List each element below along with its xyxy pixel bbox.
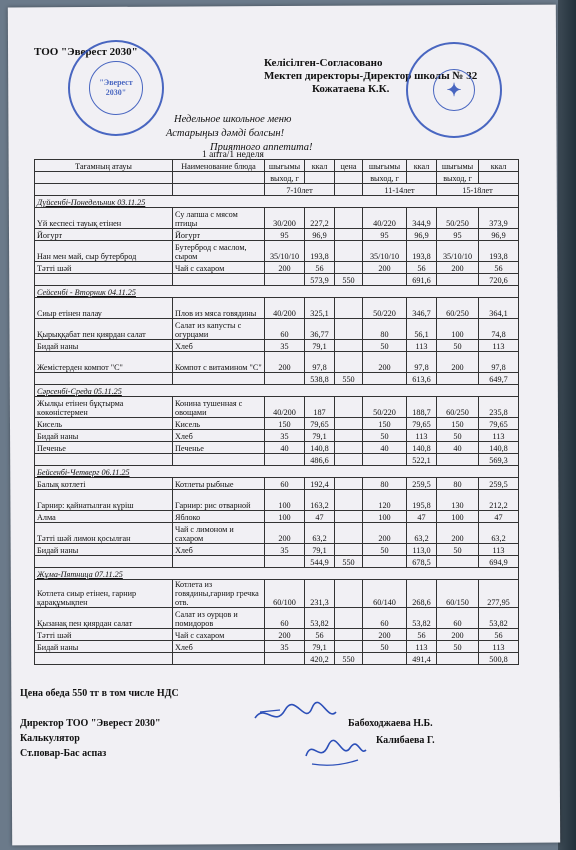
- total-kcal-3: 569,3: [479, 454, 519, 466]
- yield-2: 50: [363, 641, 407, 653]
- menu-table: [34, 159, 519, 665]
- yield-2: 200: [363, 352, 407, 373]
- yield-1: 35: [265, 641, 305, 653]
- dish-name-kz: Жылқы етінен бұқтырма көкөністермен: [35, 397, 173, 418]
- kcal-1: 79,1: [305, 430, 335, 442]
- yield-2: 100: [363, 511, 407, 523]
- day-label: Сәрсенбі-Среда 05.11.25: [35, 385, 519, 397]
- dish-name-kz: Бидай наны: [35, 641, 173, 653]
- kcal-2: 113: [407, 340, 437, 352]
- total-price: 550: [335, 274, 363, 286]
- col-yield-3: шығымы: [437, 160, 479, 172]
- dish-name-ru: Яблоко: [173, 511, 265, 523]
- total-kcal-3: 694,9: [479, 556, 519, 568]
- col-yield-1: шығымы: [265, 160, 305, 172]
- kcal-2: 113: [407, 641, 437, 653]
- dish-name-kz: Тәтті шәй: [35, 629, 173, 641]
- age-group-1: 7-10лет: [265, 184, 335, 196]
- dish-name-kz: Йогурт: [35, 229, 173, 241]
- col-kcal-1: ккал: [305, 160, 335, 172]
- price: [335, 229, 363, 241]
- kcal-1: 96,9: [305, 229, 335, 241]
- yield-1: 40/200: [265, 298, 305, 319]
- menu-item-row: [35, 523, 519, 544]
- price: [335, 523, 363, 544]
- kcal-1: 47: [305, 511, 335, 523]
- company-stamp: [68, 40, 164, 136]
- kcal-3: 235,8: [479, 397, 519, 418]
- kcal-2: 53,82: [407, 608, 437, 629]
- menu-subtitle: [166, 113, 313, 155]
- day-total-row: [35, 556, 519, 568]
- total-price: [335, 454, 363, 466]
- yield-1: 200: [265, 352, 305, 373]
- yield-2: 60: [363, 608, 407, 629]
- yield-3: 200: [437, 352, 479, 373]
- sub-yield-1: выход, г: [265, 172, 305, 184]
- day-header-row: [35, 286, 519, 298]
- menu-item-row: [35, 298, 519, 319]
- dish-name-ru: Котлеты рыбные: [173, 478, 265, 490]
- approval-title: Келісілген-Согласовано: [264, 57, 383, 69]
- total-kcal-2: 491,4: [407, 653, 437, 665]
- price: [335, 629, 363, 641]
- yield-1: 95: [265, 229, 305, 241]
- price: [335, 430, 363, 442]
- yield-2: 60/140: [363, 580, 407, 608]
- yield-2: 40: [363, 442, 407, 454]
- yield-2: 200: [363, 262, 407, 274]
- kcal-1: 192,4: [305, 478, 335, 490]
- price: [335, 340, 363, 352]
- total-price: 550: [335, 556, 363, 568]
- kcal-2: 193,8: [407, 241, 437, 262]
- dish-name-kz: Тәтті шәй: [35, 262, 173, 274]
- col-kcal-3: ккал: [479, 160, 519, 172]
- kcal-3: 96,9: [479, 229, 519, 241]
- kcal-2: 56,1: [407, 319, 437, 340]
- dish-name-ru: Су лапша с мясом птицы: [173, 208, 265, 229]
- col-price: цена: [335, 160, 363, 172]
- kcal-3: 74,8: [479, 319, 519, 340]
- yield-1: 150: [265, 418, 305, 430]
- dish-name-kz: Балық котлеті: [35, 478, 173, 490]
- age-group-3: 15-18лет: [437, 184, 519, 196]
- dish-name-ru: Кисель: [173, 418, 265, 430]
- yield-2: 150: [363, 418, 407, 430]
- total-price: 550: [335, 373, 363, 385]
- yield-1: 40: [265, 442, 305, 454]
- dish-name-kz: Бидай наны: [35, 430, 173, 442]
- kcal-1: 79,1: [305, 641, 335, 653]
- menu-item-row: [35, 418, 519, 430]
- yield-1: 200: [265, 262, 305, 274]
- col-yield-2: шығымы: [363, 160, 407, 172]
- price: [335, 418, 363, 430]
- emblem-icon: ✦: [433, 69, 475, 111]
- yield-1: 100: [265, 511, 305, 523]
- day-header-row: [35, 196, 519, 208]
- yield-1: 35: [265, 430, 305, 442]
- kcal-1: 193,8: [305, 241, 335, 262]
- dish-name-ru: Салат из капусты с огурцами: [173, 319, 265, 340]
- org-name: ТОО "Эверест 2030": [34, 46, 138, 58]
- yield-1: 35/10/10: [265, 241, 305, 262]
- menu-item-row: [35, 442, 519, 454]
- company-stamp-center: "Эверест 2030": [89, 61, 143, 115]
- yield-3: 100: [437, 511, 479, 523]
- cook-line: Ст.повар-Бас аспаз: [20, 748, 107, 759]
- kcal-2: 96,9: [407, 229, 437, 241]
- price: [335, 580, 363, 608]
- col-kcal-2: ккал: [407, 160, 437, 172]
- yield-3: 95: [437, 229, 479, 241]
- price: [335, 608, 363, 629]
- yield-3: 200: [437, 523, 479, 544]
- kcal-3: 56: [479, 262, 519, 274]
- total-kcal-2: 522,1: [407, 454, 437, 466]
- price-note: Цена обеда 550 тг в том числе НДС: [20, 688, 179, 699]
- menu-item-row: [35, 430, 519, 442]
- kcal-3: 53,82: [479, 608, 519, 629]
- director-line: Директор ТОО "Эверест 2030": [20, 718, 161, 729]
- total-kcal-2: 691,6: [407, 274, 437, 286]
- kcal-3: 373,9: [479, 208, 519, 229]
- menu-item-row: [35, 629, 519, 641]
- day-label: Сейсенбі - Вторник 04.11.25: [35, 286, 519, 298]
- dish-name-kz: Нан мен май, сыр бутерброд: [35, 241, 173, 262]
- dish-name-kz: Бидай наны: [35, 544, 173, 556]
- kcal-3: 259,5: [479, 478, 519, 490]
- table-age-row: [35, 184, 519, 196]
- day-header-row: [35, 385, 519, 397]
- dish-name-kz: Қызанақ пен қиярдан салат: [35, 608, 173, 629]
- school-stamp: [406, 42, 502, 138]
- yield-3: 60/250: [437, 298, 479, 319]
- total-kcal-1: 486,6: [305, 454, 335, 466]
- week-label: 1 апта/1 неделя: [202, 150, 264, 160]
- price: [335, 511, 363, 523]
- yield-3: 50: [437, 430, 479, 442]
- kcal-1: 79,1: [305, 544, 335, 556]
- kcal-3: 212,2: [479, 490, 519, 511]
- kcal-2: 63,2: [407, 523, 437, 544]
- col-kz-name: Тағамның атауы: [35, 160, 173, 172]
- kcal-1: 53,82: [305, 608, 335, 629]
- price: [335, 478, 363, 490]
- dish-name-ru: Компот с витамином "С": [173, 352, 265, 373]
- total-kcal-1: 538,8: [305, 373, 335, 385]
- kcal-3: 113: [479, 641, 519, 653]
- price: [335, 544, 363, 556]
- price: [335, 397, 363, 418]
- total-kcal-2: 678,5: [407, 556, 437, 568]
- menu-item-row: [35, 580, 519, 608]
- dish-name-ru: Хлеб: [173, 641, 265, 653]
- approval-director: Мектеп директоры-Директор школы № 32: [264, 70, 478, 82]
- dish-name-ru: Гарнир: рис отварной: [173, 490, 265, 511]
- kcal-1: 325,1: [305, 298, 335, 319]
- subtitle-line-2: Астарыңыз дәмді болсын!: [166, 128, 285, 139]
- yield-3: 200: [437, 629, 479, 641]
- calculator-line: Калькулятор: [20, 733, 80, 744]
- kcal-2: 113: [407, 430, 437, 442]
- kcal-2: 268,6: [407, 580, 437, 608]
- menu-item-row: [35, 608, 519, 629]
- kcal-2: 344,9: [407, 208, 437, 229]
- kcal-1: 79,65: [305, 418, 335, 430]
- day-total-row: [35, 274, 519, 286]
- kcal-2: 346,7: [407, 298, 437, 319]
- dish-name-ru: Чай с лимоном и сахаром: [173, 523, 265, 544]
- approval-name: Кожатаева К.К.: [312, 83, 390, 95]
- kcal-1: 231,3: [305, 580, 335, 608]
- menu-item-row: [35, 641, 519, 653]
- yield-3: 50: [437, 544, 479, 556]
- kcal-3: 113: [479, 544, 519, 556]
- kcal-2: 56: [407, 262, 437, 274]
- yield-2: 200: [363, 629, 407, 641]
- yield-1: 35: [265, 340, 305, 352]
- dish-name-kz: Қырыққабат пен қиярдан салат: [35, 319, 173, 340]
- yield-2: 80: [363, 319, 407, 340]
- sub-yield-2: выход, г: [363, 172, 407, 184]
- yield-3: 50/250: [437, 208, 479, 229]
- dish-name-ru: Бутерброд с маслом, сыром: [173, 241, 265, 262]
- total-kcal-3: 500,8: [479, 653, 519, 665]
- dish-name-ru: Конина тушенная с овощами: [173, 397, 265, 418]
- menu-item-row: [35, 229, 519, 241]
- signer-1-name: Бабоходжаева Н.Б.: [348, 718, 433, 729]
- kcal-2: 140,8: [407, 442, 437, 454]
- kcal-3: 63,2: [479, 523, 519, 544]
- yield-1: 200: [265, 523, 305, 544]
- dish-name-ru: Печенье: [173, 442, 265, 454]
- kcal-3: 56: [479, 629, 519, 641]
- total-kcal-1: 573,9: [305, 274, 335, 286]
- price: [335, 352, 363, 373]
- yield-3: 200: [437, 262, 479, 274]
- menu-item-row: [35, 319, 519, 340]
- menu-item-row: [35, 208, 519, 229]
- dish-name-ru: Йогурт: [173, 229, 265, 241]
- total-kcal-2: 613,6: [407, 373, 437, 385]
- price: [335, 442, 363, 454]
- dish-name-ru: Чай с сахаром: [173, 262, 265, 274]
- yield-2: 120: [363, 490, 407, 511]
- day-total-row: [35, 454, 519, 466]
- yield-2: 50: [363, 430, 407, 442]
- yield-3: 35/10/10: [437, 241, 479, 262]
- yield-3: 40: [437, 442, 479, 454]
- menu-item-row: [35, 241, 519, 262]
- day-label: Дүйсенбі-Понедельник 03.11.25: [35, 196, 519, 208]
- menu-item-row: [35, 490, 519, 511]
- yield-3: 60/250: [437, 397, 479, 418]
- yield-2: 50/220: [363, 298, 407, 319]
- yield-3: 100: [437, 319, 479, 340]
- yield-3: 50: [437, 340, 479, 352]
- yield-1: 60: [265, 319, 305, 340]
- yield-3: 50: [437, 641, 479, 653]
- kcal-1: 187: [305, 397, 335, 418]
- col-ru-name: Наименование блюда: [173, 160, 265, 172]
- day-total-row: [35, 373, 519, 385]
- kcal-2: 113,0: [407, 544, 437, 556]
- dish-name-ru: Хлеб: [173, 430, 265, 442]
- yield-3: 60/150: [437, 580, 479, 608]
- kcal-1: 227,2: [305, 208, 335, 229]
- yield-2: 35/10/10: [363, 241, 407, 262]
- dish-name-kz: Котлета сиыр етінен, гарнир қарақұмықпен: [35, 580, 173, 608]
- yield-1: 60/100: [265, 580, 305, 608]
- kcal-1: 140,8: [305, 442, 335, 454]
- kcal-3: 113: [479, 340, 519, 352]
- kcal-3: 97,8: [479, 352, 519, 373]
- kcal-1: 36,77: [305, 319, 335, 340]
- kcal-2: 47: [407, 511, 437, 523]
- menu-item-row: [35, 340, 519, 352]
- kcal-1: 163,2: [305, 490, 335, 511]
- price: [335, 208, 363, 229]
- total-kcal-3: 649,7: [479, 373, 519, 385]
- subtitle-line-3: Приятного аппетита!: [210, 142, 313, 153]
- dish-name-kz: Бидай наны: [35, 340, 173, 352]
- kcal-2: 259,5: [407, 478, 437, 490]
- price: [335, 319, 363, 340]
- price: [335, 262, 363, 274]
- kcal-2: 56: [407, 629, 437, 641]
- yield-2: 80: [363, 478, 407, 490]
- day-header-row: [35, 568, 519, 580]
- dish-name-kz: Тәтті шәй лимон қосылған: [35, 523, 173, 544]
- dish-name-kz: Кисель: [35, 418, 173, 430]
- kcal-3: 47: [479, 511, 519, 523]
- dish-name-kz: Сиыр етінен палау: [35, 298, 173, 319]
- kcal-1: 56: [305, 629, 335, 641]
- dish-name-kz: Үй кеспесі тауық етінен: [35, 208, 173, 229]
- age-group-2: 11-14лет: [363, 184, 437, 196]
- menu-item-row: [35, 478, 519, 490]
- day-total-row: [35, 653, 519, 665]
- kcal-3: 113: [479, 430, 519, 442]
- price: [335, 490, 363, 511]
- day-header-row: [35, 466, 519, 478]
- dish-name-kz: Жемістерден компот "С": [35, 352, 173, 373]
- yield-3: 80: [437, 478, 479, 490]
- yield-3: 150: [437, 418, 479, 430]
- yield-3: 60: [437, 608, 479, 629]
- yield-2: 50: [363, 340, 407, 352]
- dish-name-kz: Алма: [35, 511, 173, 523]
- kcal-2: 188,7: [407, 397, 437, 418]
- kcal-2: 97,8: [407, 352, 437, 373]
- yield-1: 60: [265, 608, 305, 629]
- day-label: Жұма-Пятница 07.11.25: [35, 568, 519, 580]
- kcal-3: 364,1: [479, 298, 519, 319]
- kcal-2: 195,8: [407, 490, 437, 511]
- menu-item-row: [35, 544, 519, 556]
- dish-name-ru: Котлета из говядины,гарнир гречка отв.: [173, 580, 265, 608]
- kcal-1: 79,1: [305, 340, 335, 352]
- dish-name-kz: Печенье: [35, 442, 173, 454]
- dish-name-ru: Салат из оурцов и помидоров: [173, 608, 265, 629]
- yield-2: 50/220: [363, 397, 407, 418]
- price: [335, 641, 363, 653]
- total-kcal-1: 420,2: [305, 653, 335, 665]
- yield-1: 100: [265, 490, 305, 511]
- menu-item-row: [35, 397, 519, 418]
- yield-2: 95: [363, 229, 407, 241]
- signature-2: [300, 730, 370, 772]
- subtitle-line-1: Недельное школьное меню: [174, 114, 292, 125]
- dish-name-ru: Хлеб: [173, 544, 265, 556]
- day-label: Бейсенбі-Четверг 06.11.25: [35, 466, 519, 478]
- price: [335, 241, 363, 262]
- yield-1: 35: [265, 544, 305, 556]
- kcal-2: 79,65: [407, 418, 437, 430]
- table-header-row: [35, 160, 519, 172]
- yield-1: 60: [265, 478, 305, 490]
- dish-name-ru: Хлеб: [173, 340, 265, 352]
- kcal-1: 63,2: [305, 523, 335, 544]
- yield-1: 40/200: [265, 397, 305, 418]
- background-edge: [558, 0, 576, 850]
- yield-1: 200: [265, 629, 305, 641]
- total-kcal-1: 544,9: [305, 556, 335, 568]
- dish-name-ru: Плов из мяса говядины: [173, 298, 265, 319]
- table-subheader-row: [35, 172, 519, 184]
- kcal-3: 193,8: [479, 241, 519, 262]
- sub-yield-3: выход, г: [437, 172, 479, 184]
- dish-name-ru: Чай с сахаром: [173, 629, 265, 641]
- total-price: 550: [335, 653, 363, 665]
- kcal-1: 97,8: [305, 352, 335, 373]
- menu-item-row: [35, 352, 519, 373]
- kcal-3: 277,95: [479, 580, 519, 608]
- dish-name-kz: Гарнир: қайнатылған күріш: [35, 490, 173, 511]
- yield-1: 30/200: [265, 208, 305, 229]
- kcal-1: 56: [305, 262, 335, 274]
- kcal-3: 140,8: [479, 442, 519, 454]
- price: [335, 298, 363, 319]
- total-kcal-3: 720,6: [479, 274, 519, 286]
- signer-2-name: Калибаева Г.: [376, 735, 435, 746]
- kcal-3: 79,65: [479, 418, 519, 430]
- yield-3: 130: [437, 490, 479, 511]
- yield-2: 50: [363, 544, 407, 556]
- menu-item-row: [35, 262, 519, 274]
- menu-item-row: [35, 511, 519, 523]
- yield-2: 40/220: [363, 208, 407, 229]
- yield-2: 200: [363, 523, 407, 544]
